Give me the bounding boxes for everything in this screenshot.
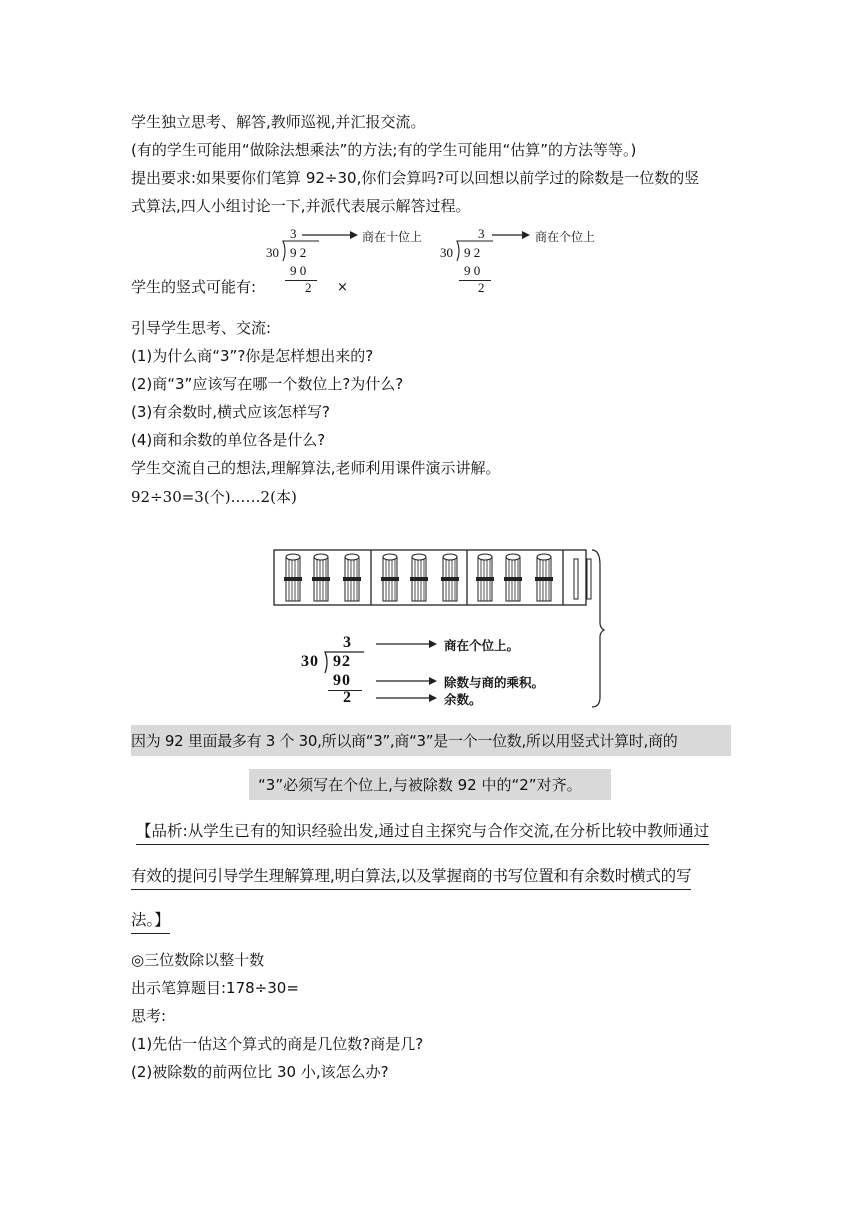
question-1: (1)为什么商“3”?你是怎样想出来的? — [131, 347, 374, 365]
product: 9 0 — [290, 263, 307, 278]
figure-arrows — [374, 634, 440, 708]
paragraph-solve: 学生独立思考、解答,教师巡视,并汇报交流。 — [131, 113, 426, 131]
figure-divisor: 30 — [301, 653, 319, 670]
note: 商在十位上 — [362, 230, 423, 244]
arrow-icon — [376, 677, 437, 685]
highlight-line-1: 因为 92 里面最多有 3 个 30,所以商“3”,商“3”是一个一位数,所以用竖式计算时,商的 — [131, 732, 678, 750]
subtraction-line — [459, 280, 491, 281]
divisor: 30 — [266, 245, 279, 260]
figure-product: 90 — [333, 672, 351, 689]
guide-summary: 学生交流自己的想法,理解算法,老师利用课件演示讲解。 — [131, 459, 501, 477]
section-title: ◎三位数除以整十数 — [131, 951, 265, 969]
remainder: 2 — [478, 280, 485, 295]
quotient: 3 — [478, 226, 485, 241]
equation: 92÷30=3(个)……2(本) — [131, 488, 297, 506]
label-quotient: 商在个位上。 — [444, 638, 520, 653]
question-3: (3)有余数时,横式应该怎样写? — [131, 403, 330, 421]
label-remainder: 余数。 — [444, 692, 482, 707]
product: 9 0 — [464, 263, 481, 278]
arrow-icon — [376, 694, 437, 702]
question-2: (2)商“3”应该写在哪一个数位上?为什么? — [131, 375, 404, 393]
guide-intro: 引导学生思考、交流: — [131, 319, 272, 337]
label-product: 除数与商的乘积。 — [444, 675, 545, 690]
analysis-line-2: 有效的提问引导学生理解算理,明白算法,以及掌握商的书写位置和有余数时横式的写 — [131, 865, 691, 890]
section-question-2: (2)被除数的前两位比 30 小,该怎么办? — [131, 1063, 389, 1081]
figure-remainder: 2 — [343, 689, 351, 706]
subtraction-line — [285, 280, 317, 281]
paragraph-requirement: 提出要求:如果要你们笔算 92÷30,你们会算吗?可以回想以前学过的除数是一位数的竖 — [131, 169, 700, 187]
figure-dividend: 92 — [333, 653, 351, 670]
bundles-illustration — [270, 545, 610, 710]
dividend: 9 2 — [290, 245, 307, 260]
vertical-label: 学生的竖式可能有: — [131, 278, 257, 296]
highlight-line-2: “3”必须写在个位上,与被除数 92 中的“2”对齐。 — [258, 776, 582, 794]
paragraph-requirement-cont: 式算法,四人小组讨论一下,并派代表展示解答过程。 — [131, 197, 471, 215]
divisor: 30 — [440, 245, 453, 260]
dividend: 9 2 — [464, 245, 481, 260]
figure-quotient: 3 — [343, 634, 351, 651]
question-4: (4)商和余数的单位各是什么? — [131, 431, 326, 449]
quotient: 3 — [290, 226, 297, 241]
section-question-1: (1)先估一估这个算式的商是几位数?商是几? — [131, 1035, 424, 1053]
arrow-icon — [490, 229, 532, 241]
analysis-line-3: 法。】 — [131, 909, 170, 934]
note: 商在个位上 — [535, 230, 596, 244]
arrow-icon — [376, 640, 437, 648]
remainder: 2 — [305, 280, 312, 295]
section-task: 出示笔算题目:178÷30= — [131, 979, 299, 997]
section-think: 思考: — [131, 1007, 167, 1025]
paragraph-methods: (有的学生可能用“做除法想乘法”的方法;有的学生可能用“估算”的方法等等。) — [131, 141, 637, 159]
wrong-mark: × — [337, 280, 348, 295]
analysis-line-1: 【品析:从学生已有的知识经验出发,通过自主探究与合作交流,在分析比较中教师通过 — [136, 820, 709, 845]
